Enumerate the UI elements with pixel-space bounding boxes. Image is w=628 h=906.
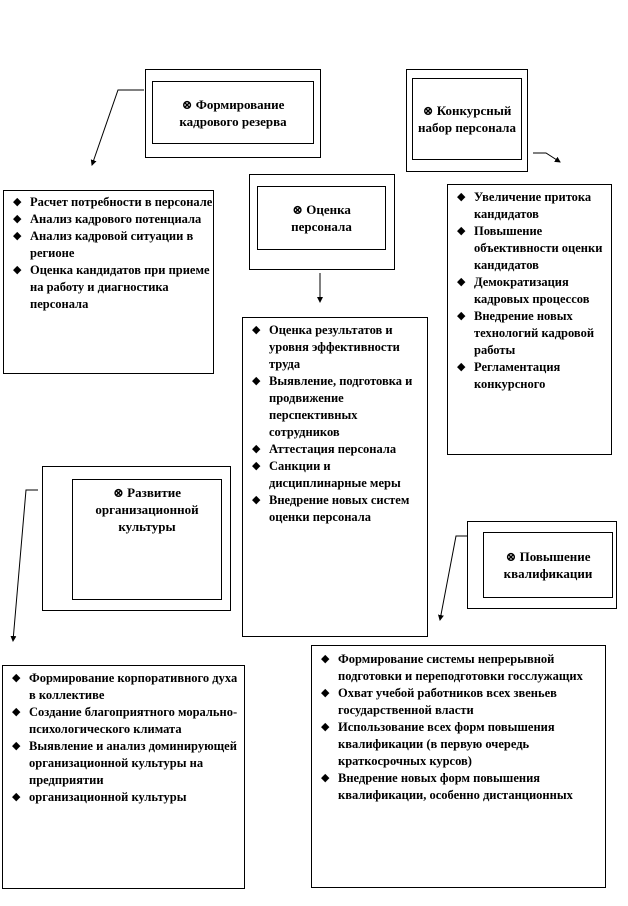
list-item <box>3 789 238 806</box>
list-item-text: Выявление, подготовка и продвижение перспективных сотрудников <box>269 374 413 439</box>
bullet-icon: ◆ <box>252 443 261 455</box>
assessment-list <box>243 322 427 526</box>
list-item <box>448 189 603 223</box>
list-item-text: Анализ кадрового потенциала <box>30 212 202 226</box>
list-item <box>3 738 238 789</box>
list-item-text: Аттестация персонала <box>269 442 397 456</box>
competition-arrow <box>533 153 560 162</box>
reserve-list <box>4 194 213 313</box>
culture-title: ⊗ Развитие организационной культуры <box>95 485 199 534</box>
assessment-header-inner <box>257 186 386 250</box>
qualification-header-inner <box>483 532 613 598</box>
list-item <box>4 194 213 211</box>
bullet-icon: ◆ <box>12 740 21 752</box>
bullet-icon: ◆ <box>321 772 330 784</box>
bullet-icon: ◆ <box>457 276 466 288</box>
qualification-list <box>312 651 605 804</box>
list-item-text: Демократизация кадровых процессов <box>474 275 590 306</box>
list-item <box>243 441 423 458</box>
assessment-title: ⊗ Оценка персонала <box>291 202 352 234</box>
assessment-list-box <box>242 317 428 637</box>
list-item-text: Увеличение притока кандидатов <box>474 190 592 221</box>
qualification-title: ⊗ Повышение квалификации <box>503 549 593 581</box>
reserve-header-inner <box>152 81 314 144</box>
qualification-arrow <box>440 536 467 620</box>
list-item-text: Внедрение новых форм повышения квалификации, особенно дистанционных <box>338 771 573 802</box>
list-item <box>448 308 603 359</box>
list-item-text: Охват учебой работников всех звеньев государственной власти <box>338 686 557 717</box>
bullet-icon: ◆ <box>12 706 21 718</box>
bullet-icon: ◆ <box>321 687 330 699</box>
list-item <box>448 274 603 308</box>
list-item <box>312 685 603 719</box>
reserve-title: ⊗ Формирование кадрового резерва <box>179 96 287 129</box>
competition-list-box <box>447 184 612 455</box>
list-item <box>4 228 213 262</box>
bullet-icon: ◆ <box>457 310 466 322</box>
culture-header-inner <box>72 479 222 600</box>
list-item-text: Создание благоприятного морально-психологического климата <box>29 705 238 736</box>
bullet-icon: ◆ <box>252 375 261 387</box>
list-item-text: Формирование корпоративного духа в коллективе <box>29 671 238 702</box>
list-item-text: Расчет потребности в персонале <box>30 195 213 209</box>
list-item-text: Внедрение новых систем оценки персонала <box>269 493 410 524</box>
bullet-icon: ◆ <box>12 672 21 684</box>
bullet-icon: ◆ <box>457 191 466 203</box>
culture-arrow <box>13 490 38 641</box>
bullet-icon: ◆ <box>457 225 466 237</box>
list-item-text: Использование всех форм повышения квалификации (в первую очередь краткосрочных курсов) <box>338 720 555 768</box>
culture-list <box>3 670 244 806</box>
list-item <box>3 704 238 738</box>
list-item-text: Формирование системы непрерывной подготовки и переподготовки госслужащих <box>338 652 583 683</box>
list-item-text: организационной культуры <box>29 790 187 804</box>
competition-title: ⊗ Конкурсный набор персонала <box>418 103 516 135</box>
culture-list-box <box>2 665 245 889</box>
bullet-icon: ◆ <box>13 230 22 242</box>
list-item-text: Анализ кадровой ситуации в регионе <box>30 229 194 260</box>
competition-header-inner <box>412 78 522 160</box>
list-item-text: Регламентация конкурсного <box>474 360 561 391</box>
list-item-text: Повышение объективности оценки кандидатов <box>474 224 603 272</box>
list-item <box>4 262 213 313</box>
list-item-text: Выявление и анализ доминирующей организационной культуры на предприятии <box>29 739 237 787</box>
competition-list <box>448 189 611 393</box>
bullet-icon: ◆ <box>13 196 22 208</box>
bullet-icon: ◆ <box>252 460 261 472</box>
list-item <box>243 458 423 492</box>
list-item <box>312 770 603 804</box>
list-item <box>243 322 423 373</box>
qualification-list-box <box>311 645 606 888</box>
reserve-list-box <box>3 190 214 374</box>
list-item <box>312 719 603 770</box>
bullet-icon: ◆ <box>12 791 21 803</box>
list-item <box>448 223 603 274</box>
list-item <box>243 492 423 526</box>
bullet-icon: ◆ <box>321 721 330 733</box>
list-item <box>4 211 213 228</box>
list-item-text: Оценка кандидатов при приеме на работу и диагностика персонала <box>30 263 210 311</box>
bullet-icon: ◆ <box>321 653 330 665</box>
list-item <box>448 359 603 393</box>
list-item-text: Оценка результатов и уровня эффективности труда <box>269 323 400 371</box>
bullet-icon: ◆ <box>13 264 22 276</box>
list-item <box>3 670 238 704</box>
list-item <box>312 651 603 685</box>
bullet-icon: ◆ <box>252 494 261 506</box>
bullet-icon: ◆ <box>252 324 261 336</box>
list-item <box>243 373 423 441</box>
bullet-icon: ◆ <box>13 213 22 225</box>
reserve-arrow <box>92 90 144 165</box>
list-item-text: Санкции и дисциплинарные меры <box>269 459 401 490</box>
bullet-icon: ◆ <box>457 361 466 373</box>
list-item-text: Внедрение новых технологий кадровой работы <box>474 309 595 357</box>
